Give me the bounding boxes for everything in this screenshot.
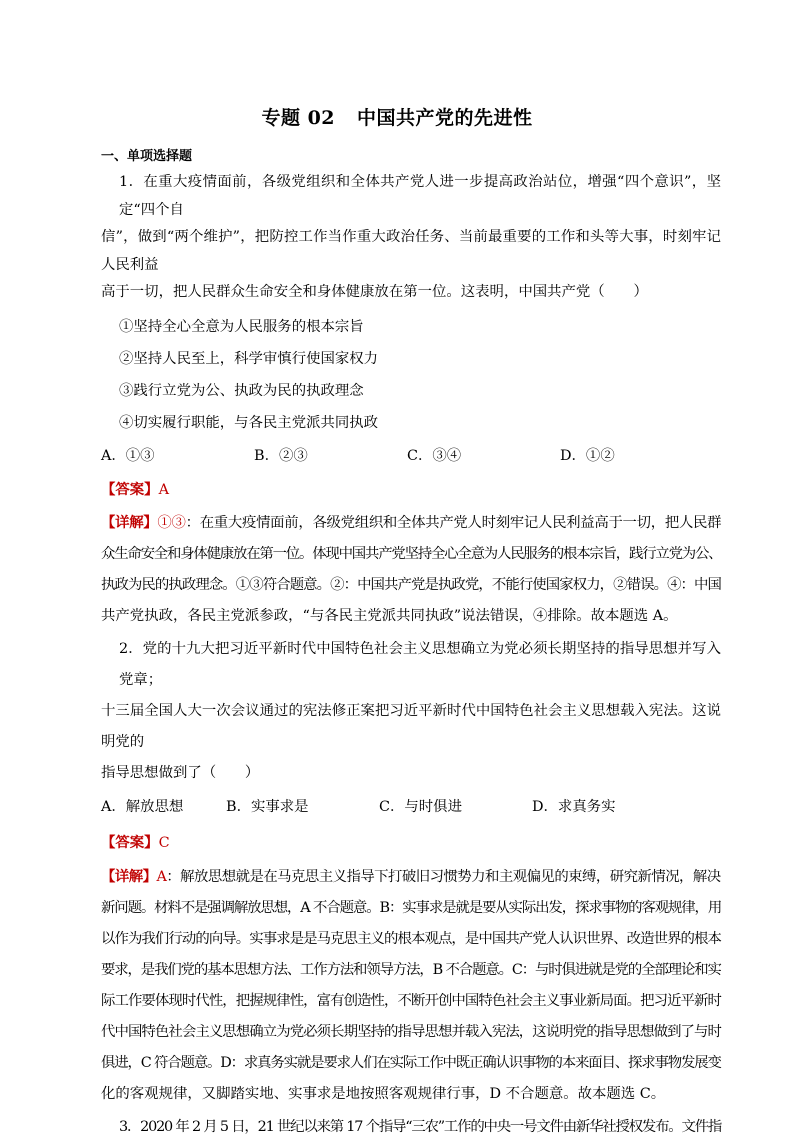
q3-stem-line: 3．2020 年 2 月 5 日，21 世纪以来第 17 个指导“三农”工作的中央一号文件由新华社授权发布。文件指 — [119, 1118, 722, 1135]
q1-option-3: ③践行立党为公、执政为民的执政理念 — [119, 382, 364, 399]
q1-option-1: ①坚持全心全意为人民服务的根本宗旨 — [119, 318, 364, 335]
q2-choice-b: B．实事求是 — [226, 798, 309, 815]
q1-choice-b: B．②③ — [254, 447, 308, 464]
q1-option-4: ④切实履行职能，与各民主党派共同执政 — [119, 414, 379, 431]
q2-choices — [101, 789, 721, 825]
answer-value: C — [158, 834, 170, 851]
detail-label: 【详解】 — [101, 867, 157, 885]
detail-line: 际工作要体现时代性，把握规律性，富有创造性，不断开创中国特色社会主义事业新局面。把习近平新时 — [101, 992, 721, 1009]
detail-line: 以作为我们行动的向导。实事求是是马克思主义的根本观点，是中国共产党人认识世界、改造世界的根本 — [101, 930, 721, 947]
q1-detail — [101, 507, 721, 632]
q2-stem-line: 指导思想做到了（ ） — [101, 764, 260, 781]
q1-choices — [101, 439, 721, 473]
detail-line: ①③符合题意。②：中国共产党是执政党，不能行使国家权力，②错误。④：中国 — [235, 576, 721, 593]
answer-value: A — [158, 481, 169, 498]
q2-stem-line: 2．党的十九大把习近平新时代中国特色社会主义思想确立为党必须长期坚持的指导思想并写入党章； — [119, 640, 721, 688]
q2-choice-c: C．与时俱进 — [379, 798, 462, 815]
title-main: 中国共产党的先进性 — [357, 107, 533, 129]
detail-label: 【详解】 — [101, 513, 158, 531]
section-heading: 一、单项选择题 — [101, 149, 193, 164]
answer-label: 【答案】 — [101, 480, 159, 498]
q2-detail — [101, 861, 721, 1110]
detail-line: 共产党执政，各民主党派参政，“与各民主党派共同执政”说法错误，④排除。故本题选 A。 — [101, 607, 678, 624]
detail-line: 化的客观规律，又脚踏实地、实事求是地按照客观规律行事，D 不合题意。故本题选 C。 — [101, 1085, 666, 1102]
detail-line: 众生命安全和身体健康放在第一位。体现中国共产党坚持全心全意为人民服务的根本宗旨，践行立党为公、 — [101, 545, 722, 562]
detail-line: 执政为民的执政理念。 — [101, 576, 236, 593]
q2-choice-d: D．求真务实 — [532, 798, 616, 815]
question-3 — [101, 1112, 721, 1143]
q2-answer — [101, 825, 721, 861]
q1-answer — [101, 473, 721, 507]
detail-text: ：在重大疫情面前，各级党组织和全体共产党人时刻牢记人民利益高于一切，把人民群 — [185, 514, 722, 531]
question-2 — [101, 634, 721, 1110]
q2-stem-line: 十三届全国人大一次会议通过的宪法修正案把习近平新时代中国特色社会主义思想载入宪法。这说明党的 — [101, 702, 721, 750]
q1-choice-c: C．③④ — [407, 447, 462, 464]
q1-choice-d: D．①② — [560, 447, 615, 464]
detail-line: 新问题。材料不是强调解放思想，A 不合题意。B：实事求是就是要从实际出发，探求事物的客观规律，用 — [101, 899, 722, 916]
question-1 — [101, 169, 721, 632]
q1-option-2: ②坚持人民至上，科学审慎行使国家权力 — [119, 350, 379, 367]
detail-line: 俱进，C 符合题意。D：求真务实就是要求人们在实际工作中既正确认识事物的本来面目、探求事物发展变 — [101, 1054, 721, 1071]
detail-text: ：解放思想就是在马克思主义指导下打破旧习惯势力和主观偏见的束缚，研究新情况，解决 — [166, 868, 721, 885]
title-prefix: 专题 02 — [261, 107, 336, 129]
detail-lead: ①③ — [157, 514, 186, 531]
page-title — [0, 103, 794, 130]
q1-stem-line: 信”，做到“两个维护”，把防控工作当作重大政治任务、当前最重要的工作和头等大事，时刻牢记人民利益 — [101, 229, 721, 273]
detail-line: 要求，是我们党的基本思想方法、工作方法和领导方法，B 不合题意。C：与时俱进就是党的全部理论和实 — [101, 961, 721, 978]
q1-stem-line: 1．在重大疫情面前，各级党组织和全体共产党人进一步提高政治站位，增强“四个意识”，坚定“四个自 — [119, 174, 721, 218]
document-body — [101, 169, 721, 1143]
q2-choice-a: A．解放思想 — [101, 798, 184, 815]
answer-label: 【答案】 — [101, 833, 159, 851]
q1-choice-a: A．①③ — [101, 447, 155, 464]
detail-lead: A — [156, 868, 167, 885]
detail-line: 代中国特色社会主义思想确立为党必须长期坚持的指导思想并载入宪法，这说明党的指导思想做到了与时 — [101, 1023, 721, 1040]
q1-stem-line: 高于一切，把人民群众生命安全和身体健康放在第一位。这表明，中国共产党（ ） — [101, 284, 648, 300]
